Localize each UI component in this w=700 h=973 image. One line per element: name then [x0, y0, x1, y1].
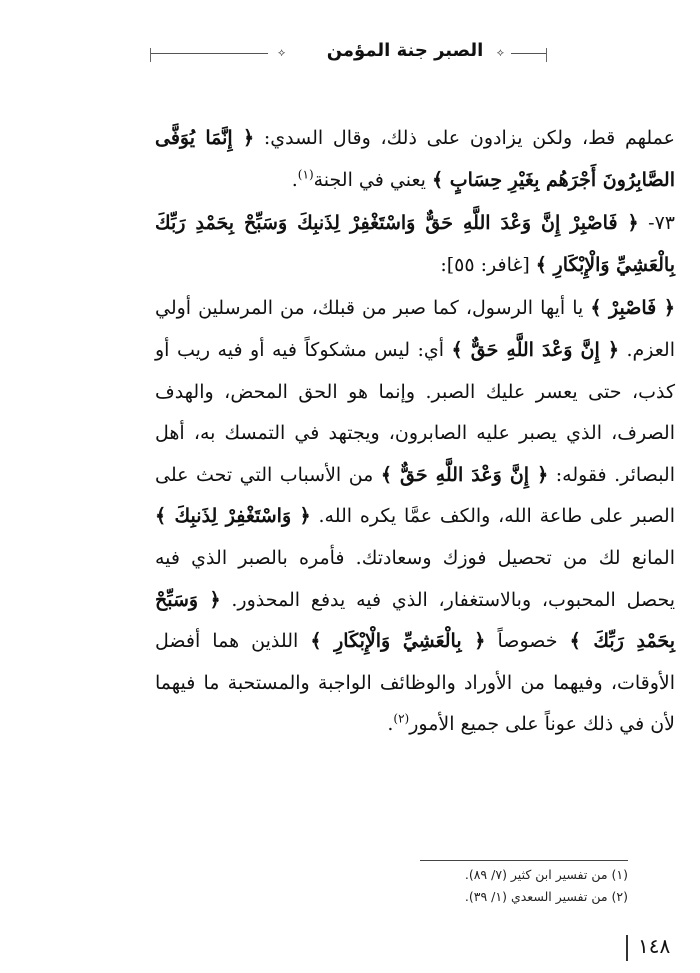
text-span: من الأسباب التي تحث على الصبر على طاعة الله، والكف عمَّا يكره الله. — [155, 463, 675, 528]
header-rule-right — [511, 53, 546, 54]
text-span: . — [291, 168, 298, 191]
footnote-ref: (٢) — [393, 711, 410, 726]
quran-verse: ﴿ وَسَبِّحْ بِحَمْدِ رَبِّكَ ﴾ — [155, 588, 675, 653]
running-header — [150, 38, 546, 68]
ornament-icon: ⟡ — [278, 46, 286, 59]
quran-verse: ﴿ إِنَّ وَعْدَ اللَّهِ حَقٌّ ﴾ — [451, 338, 619, 361]
text-span: [غافر: ٥٥]: — [440, 253, 536, 276]
footnote-2: (٢) من تفسير السعدي (١/ ٣٩). — [464, 889, 628, 904]
header-tick-right — [546, 48, 547, 62]
text-span: أي: ليس مشكوكاً فيه أو فيه ريب أو كذب، حتى يعسر عليك الصبر. وإنما هو الحق المحض، والهدف الصرف، الذي يصبر عليه الصابرون، ويجتهد في التمسك به، أهل البصائر. فقوله: — [155, 338, 676, 486]
ornament-icon: ⟡ — [496, 46, 504, 59]
quran-verse: ﴿ إِنَّ وَعْدَ اللَّهِ حَقٌّ ﴾ — [380, 463, 549, 486]
quran-verse: ﴿ فَاصْبِرْ ﴾ — [590, 297, 675, 320]
text-span: خصوصاً — [485, 630, 570, 653]
paragraph — [155, 118, 675, 201]
footnotes — [208, 864, 628, 908]
text-span: المانع لك من تحصيل فوزك وسعادتك. فأمره بالصبر الذي فيه يحصل المحبوب، وبالاستغفار، الذي فيه يدفع المحذور. — [155, 546, 676, 611]
text-span: عملهم قط، ولكن يزادون على ذلك، وقال السدي: — [254, 127, 675, 149]
text-span: يا أيها الرسول، كما صبر من قبلك، من المرسلين أولي العزم. — [155, 297, 675, 361]
text-span: ٧٣- — [638, 212, 675, 235]
quran-verse: ﴿ وَاسْتَغْفِرْ لِذَنبِكَ ﴾ — [155, 505, 311, 528]
header-tick-left — [150, 48, 151, 62]
text-span: يعني في الجنة — [313, 168, 432, 191]
quran-verse: ﴿ بِالْعَشِيِّ وَالْإِبْكَارِ ﴾ — [310, 630, 486, 653]
page-number: ١٤٨ — [638, 934, 671, 958]
body-text — [155, 118, 675, 746]
footnote-ref: (١) — [297, 167, 314, 182]
text-span: اللذين هما أفضل الأوقات، وفيهما من الأوراد والوظائف الواجبة والمستحبة ما فيهما لأن في ذلك عوناً على جميع الأمور — [155, 630, 675, 736]
paragraph — [155, 203, 675, 286]
paragraph — [155, 288, 675, 746]
quran-verse: ﴿ إِنَّمَا يُوَفَّى الصَّابِرُونَ أَجْرَهُم بِغَيْرِ حِسَابٍ ﴾ — [155, 127, 675, 191]
quran-verse: ﴿ فَاصْبِرْ إِنَّ وَعْدَ اللَّهِ حَقٌّ وَاسْتَغْفِرْ لِذَنبِكَ وَسَبِّحْ بِحَمْدِ رَبِّكَ بِالْعَشِيِّ وَالْإِبْكَارِ ﴾ — [155, 212, 675, 276]
header-rule-left — [150, 53, 268, 54]
page-title: الصبر جنة المؤمن — [326, 40, 484, 61]
page-number-bar — [626, 935, 628, 961]
footnote-separator — [420, 860, 628, 861]
text-span: . — [387, 713, 394, 736]
footnote-1: (١) من تفسير ابن كثير (٧/ ٨٩). — [464, 867, 628, 882]
